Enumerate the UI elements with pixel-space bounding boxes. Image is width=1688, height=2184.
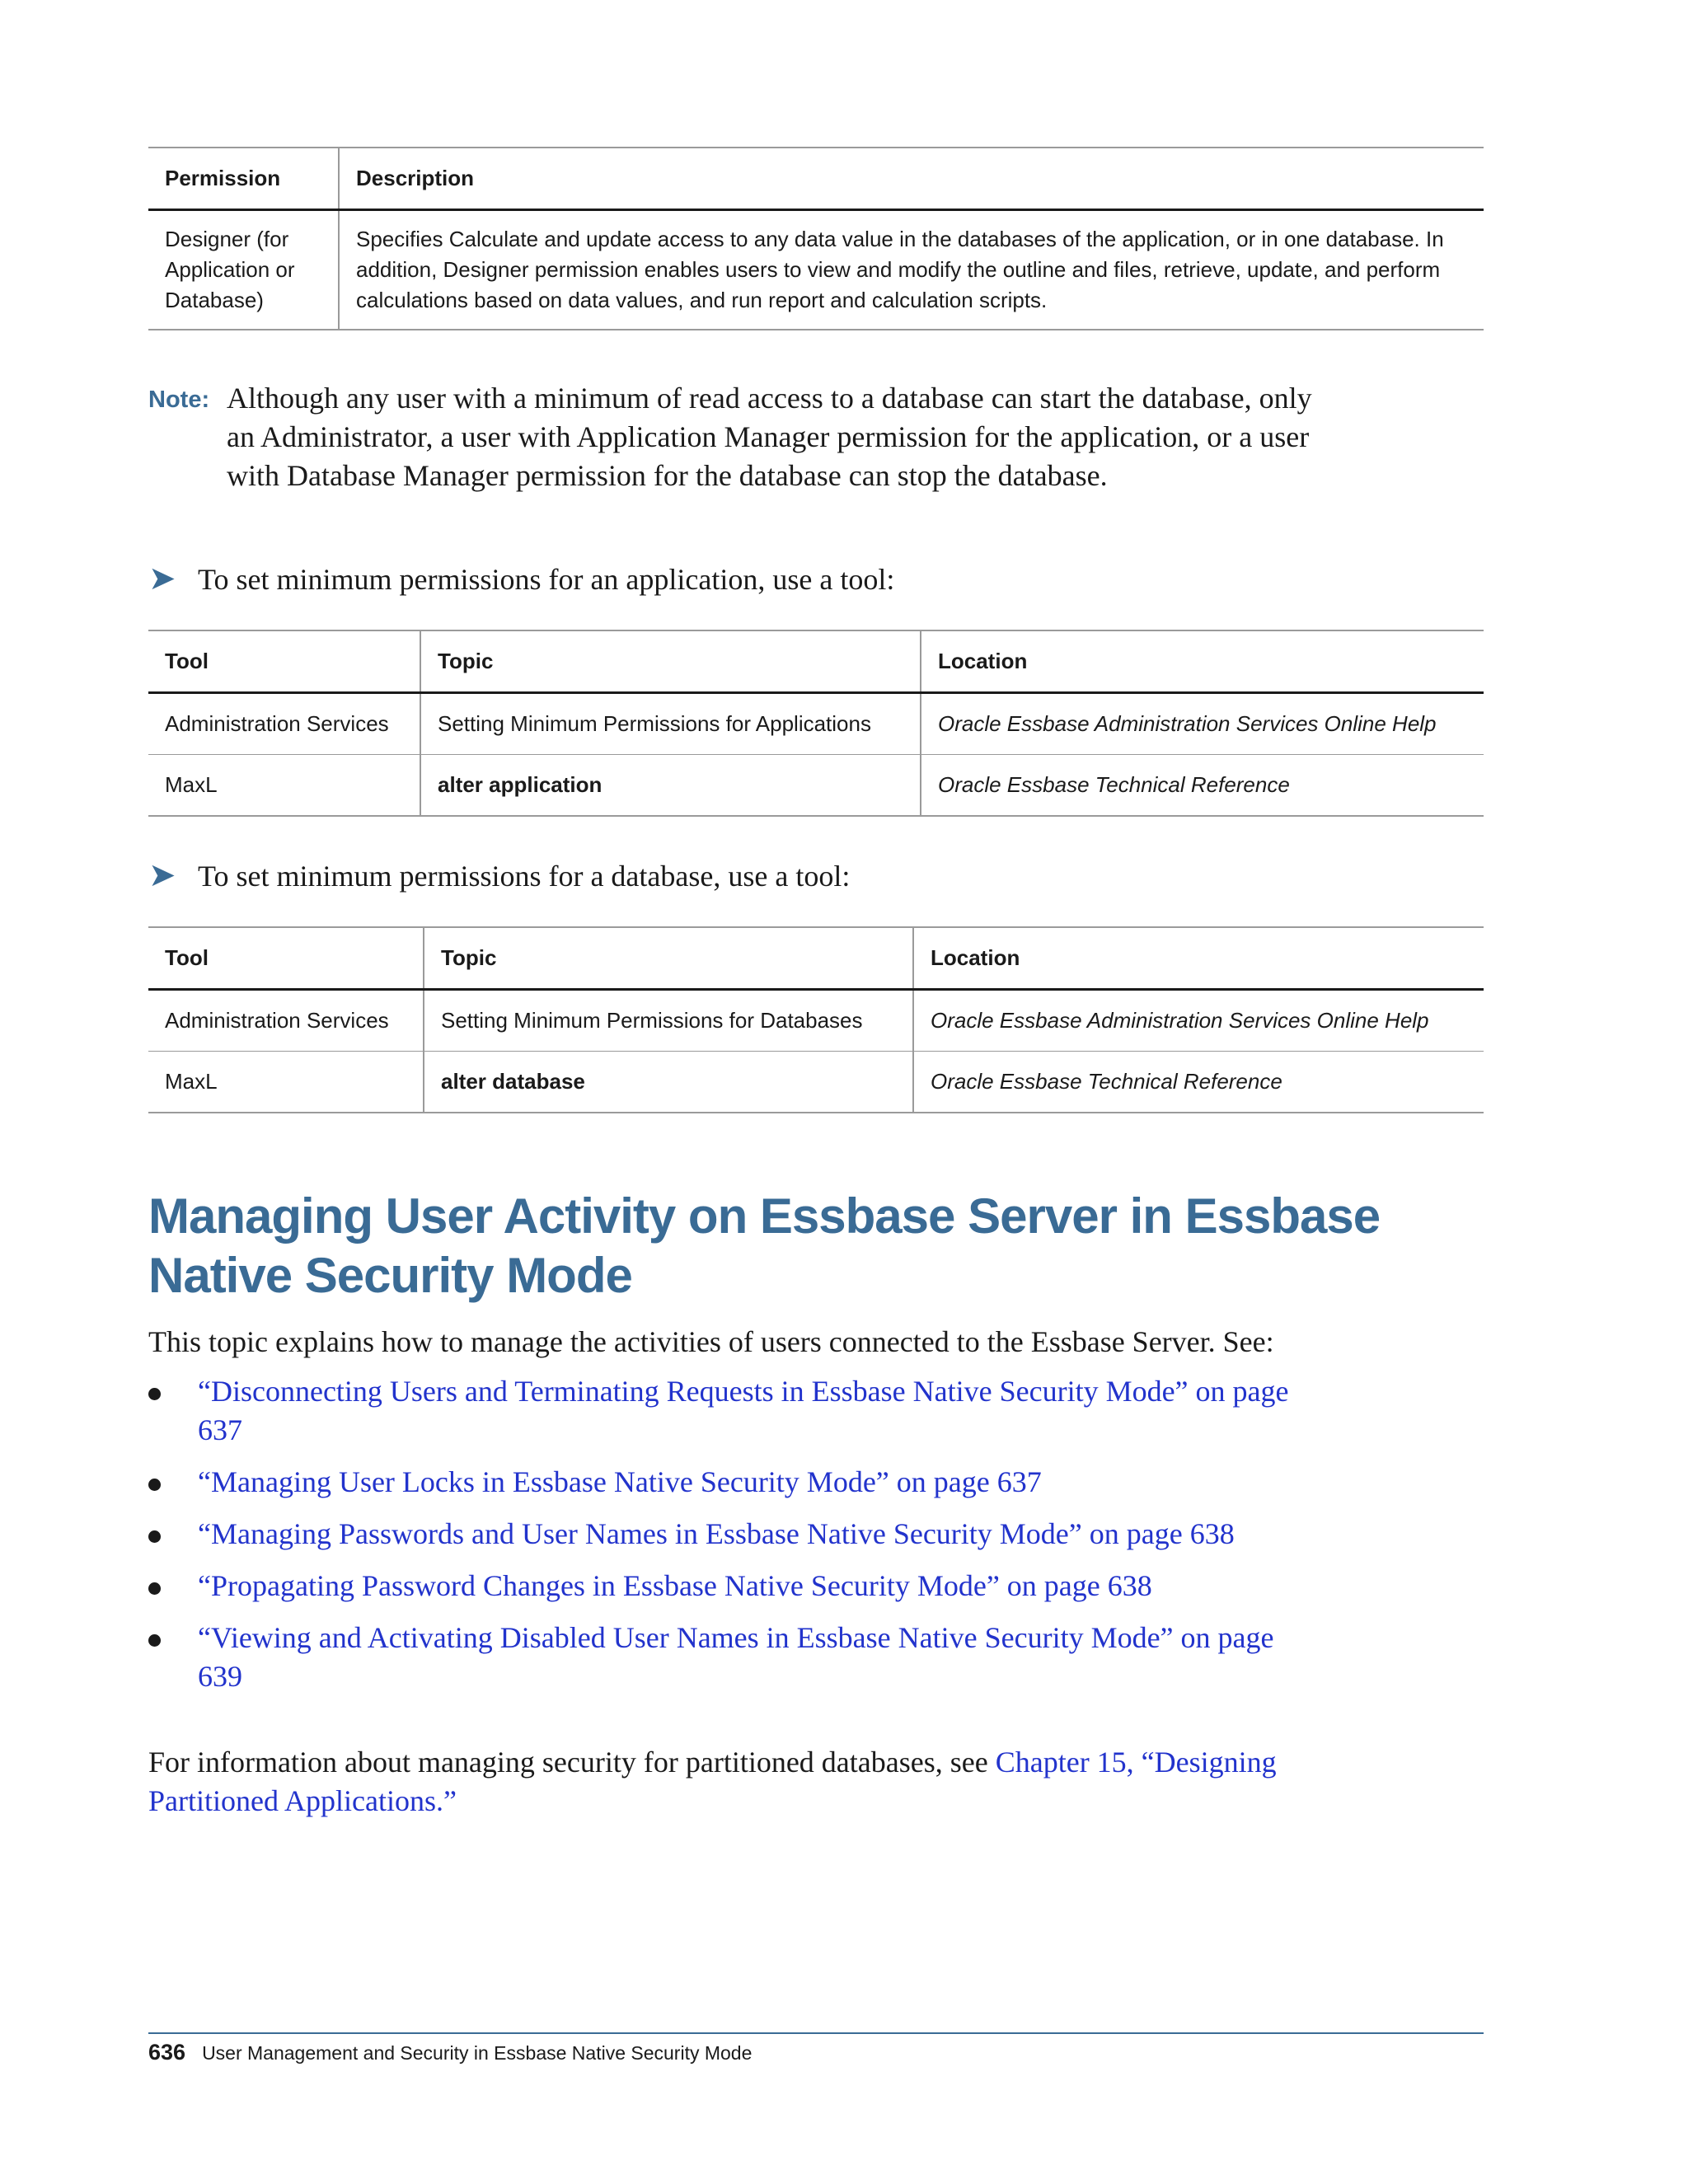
location-cell: Oracle Essbase Administration Services Online Help (921, 693, 1484, 755)
table-row (148, 755, 1484, 817)
topic-link[interactable]: “Managing Passwords and User Names in Essbase Native Security Mode” on page 638 (198, 1517, 1235, 1550)
arrow-icon: ➤ (148, 560, 176, 597)
list-item (148, 1372, 1319, 1450)
tool-cell: Administration Services (165, 1008, 389, 1033)
topic-cell: Setting Minimum Permissions for Applications (420, 693, 921, 755)
permissions-table (148, 147, 1484, 330)
table-header-row (148, 148, 1484, 210)
tool-cell: Administration Services (165, 711, 389, 736)
location-cell: Oracle Essbase Administration Services Online Help (913, 990, 1484, 1052)
tool-cell: MaxL (148, 1052, 424, 1113)
procedure-text: To set minimum permissions for a database, use a tool: (198, 860, 851, 893)
topic-link[interactable]: “Viewing and Activating Disabled User Names in Essbase Native Security Mode” on page 639 (198, 1621, 1274, 1693)
topic-cell: Setting Minimum Permissions for Databases (424, 990, 913, 1052)
bullet-icon (148, 1582, 161, 1595)
topic-link-list (148, 1372, 1319, 1709)
column-header-location: Location (921, 630, 1484, 693)
database-tools-table (148, 926, 1484, 1113)
procedure-application (148, 560, 894, 598)
list-item (148, 1619, 1319, 1696)
heading-line: Managing User Activity on Essbase Server in Essbase (148, 1188, 1381, 1244)
bullet-icon (148, 1530, 161, 1543)
bullet-icon (148, 1388, 161, 1400)
table-header-row (148, 630, 1484, 693)
footer-rule (148, 2032, 1484, 2034)
column-header-tool: Tool (148, 630, 420, 693)
list-item (148, 1567, 1319, 1605)
note-label: Note: (148, 387, 210, 413)
topic-link[interactable]: “Propagating Password Changes in Essbase Native Security Mode” on page 638 (198, 1569, 1152, 1602)
topic-cell: alter database (424, 1052, 913, 1113)
footer-title: User Management and Security in Essbase Native Security Mode (202, 2042, 753, 2064)
description-cell: Specifies Calculate and update access to any data value in the databases of the application, or in one database. In addition, Designer permission enables users to view and modify the outline and files, retrieve, update, and perform calculations based on data values, and run report and calculation scripts. (339, 210, 1484, 330)
note-block (148, 379, 1343, 495)
tool-cell: MaxL (148, 755, 420, 817)
column-header-topic: Topic (420, 630, 921, 693)
location-cell: Oracle Essbase Technical Reference (921, 755, 1484, 817)
procedure-database (148, 857, 850, 894)
note-text: Although any user with a minimum of read access to a database can start the database, only an Administrator, a user with Application Manager permission for the application, or a user with Database Manager permission for the database can stop the database. (227, 382, 1312, 492)
closing-paragraph (148, 1743, 1343, 1821)
bullet-icon (148, 1634, 161, 1647)
intro-paragraph: This topic explains how to manage the activities of users connected to the Essbase Server. See: (148, 1325, 1274, 1358)
table-row (148, 693, 1484, 755)
table-row (148, 990, 1484, 1052)
list-item (148, 1515, 1319, 1554)
column-header-location: Location (913, 927, 1484, 990)
column-header-tool: Tool (148, 927, 424, 990)
location-cell: Oracle Essbase Technical Reference (913, 1052, 1484, 1113)
arrow-icon: ➤ (148, 856, 176, 893)
chapter-link[interactable]: Chapter 15, “Designing Partitioned Applications.” (148, 1746, 1277, 1817)
closing-text: For information about managing security for partitioned databases, see (148, 1746, 996, 1779)
topic-link[interactable]: “Disconnecting Users and Terminating Requests in Essbase Native Security Mode” on page 637 (198, 1375, 1289, 1446)
page-footer (148, 2039, 752, 2066)
bullet-icon (148, 1479, 161, 1491)
page-number: 636 (148, 2040, 186, 2064)
section-heading (148, 1187, 1434, 1305)
application-tools-table (148, 630, 1484, 817)
topic-cell: alter application (420, 755, 921, 817)
table-row (148, 210, 1484, 330)
table-header-row (148, 927, 1484, 990)
list-item (148, 1463, 1319, 1502)
heading-line: Native Security Mode (148, 1248, 632, 1303)
topic-link[interactable]: “Managing User Locks in Essbase Native Security Mode” on page 637 (198, 1465, 1042, 1498)
table-row (148, 1052, 1484, 1113)
column-header-permission: Permission (148, 148, 339, 210)
column-header-topic: Topic (424, 927, 913, 990)
column-header-description: Description (339, 148, 1484, 210)
procedure-text: To set minimum permissions for an application, use a tool: (198, 563, 895, 596)
permission-cell: Designer (for Application or Database) (165, 227, 295, 312)
